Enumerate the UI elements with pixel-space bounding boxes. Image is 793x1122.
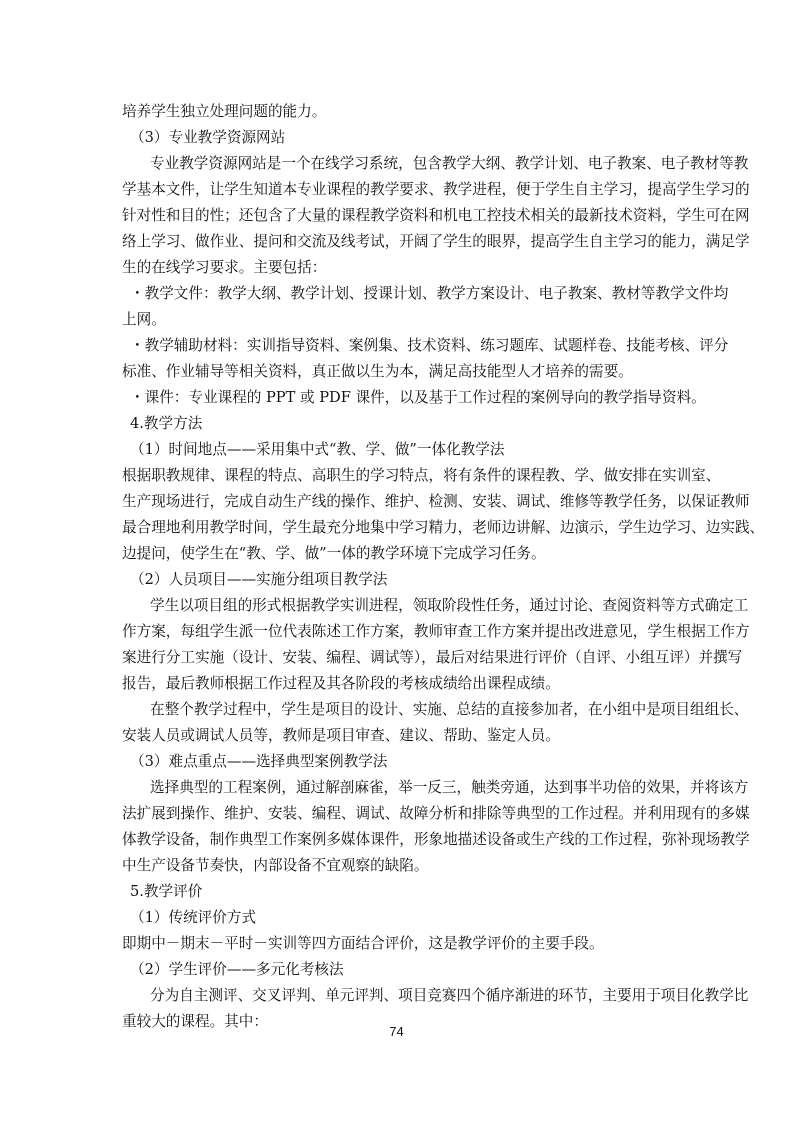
paragraph-line: 体教学设备，制作典型工作案例多媒体课件，形象地描述设备或生产线的工作过程，弥补现场教学 xyxy=(122,831,750,848)
section-heading: 4.教学方法 xyxy=(130,415,203,432)
body-text xyxy=(122,99,765,1035)
paragraph-line: 选择典型的工程案例，通过解剖麻雀，举一反三，触类旁通，达到事半功倍的效果，并将该方 xyxy=(150,779,749,796)
paragraph-line: 上网。 xyxy=(122,311,166,328)
section-heading: （3）专业教学资源网站 xyxy=(130,129,286,146)
bullet-item: ・教学文件：教学大纲、教学计划、授课计划、教学方案设计、电子教案、教材等教学文件均 xyxy=(130,285,729,302)
paragraph-line: 学生以项目组的形式根据教学实训进程，领取阶段性任务，通过讨论、查阅资料等方式确定工 xyxy=(150,597,749,614)
paragraph-line: 生的在线学习要求。主要包括： xyxy=(122,259,327,276)
paragraph-line: 学基本文件，让学生知道本专业课程的教学要求、教学进程，便于学生自主学习，提高学生学习的 xyxy=(122,181,750,198)
paragraph-line: 培养学生独立处理问题的能力。 xyxy=(122,103,327,120)
paragraph-line: 案进行分工实施（设计、安装、编程、调试等），最后对结果进行评价（自评、小组互评）并撰写 xyxy=(122,649,743,666)
paragraph-line: 络上学习、做作业、提问和交流及线考试，开阔了学生的眼界，提高学生自主学习的能力，满足学 xyxy=(122,233,750,250)
paragraph-line: 针对性和目的性；还包含了大量的课程教学资料和机电工控技术相关的最新技术资料，学生可在网 xyxy=(122,207,750,224)
subsection-heading: （2）人员项目——实施分组项目教学法 xyxy=(130,571,388,588)
paragraph-line: 安装人员或调试人员等，教师是项目审查、建议、帮助、鉴定人员。 xyxy=(122,727,560,744)
paragraph-line: 最合理地利用教学时间，学生最充分地集中学习精力，老师边讲解、边演示，学生边学习、边实践、 xyxy=(122,519,765,536)
section-heading: 5.教学评价 xyxy=(130,883,203,900)
paragraph-line: 边提问，使学生在“教、学、做”一体的教学环境下完成学习任务。 xyxy=(122,545,546,562)
subsection-heading: （1）时间地点——采用集中式“教、学、做”一体化教学法 xyxy=(130,441,505,458)
subsection-heading: （1）传统评价方式 xyxy=(130,909,257,926)
paragraph-line: 分为自主测评、交叉评判、单元评判、项目竞赛四个循序渐进的环节，主要用于项目化教学比 xyxy=(150,987,749,1004)
paragraph-line: 即期中－期末－平时－实训等四方面结合评价，这是教学评价的主要手段。 xyxy=(122,935,604,952)
paragraph-line: 在整个教学过程中，学生是项目的设计、实施、总结的直接参加者，在小组中是项目组组长、 xyxy=(150,701,749,718)
paragraph-line: 作方案，每组学生派一位代表陈述工作方案，教师审查工作方案并提出改进意见，学生根据工作方 xyxy=(122,623,750,640)
paragraph-line: 根据职教规律、课程的特点、高职生的学习特点，将有条件的课程教、学、做安排在实训室、 xyxy=(122,467,721,484)
page-number: 74 xyxy=(389,1024,404,1039)
paragraph-line: 中生产设备节奏快，内部设备不宜观察的缺陷。 xyxy=(122,857,429,874)
paragraph-line: 法扩展到操作、维护、安装、编程、调试、故障分析和排除等典型的工作过程。并利用现有的多媒 xyxy=(122,805,750,822)
subsection-heading: （3）难点重点——选择典型案例教学法 xyxy=(130,753,388,770)
bullet-item: ・教学辅助材料：实训指导资料、案例集、技术资料、练习题库、试题样卷、技能考核、评分 xyxy=(130,337,729,354)
paragraph-line: 专业教学资源网站是一个在线学习系统，包含教学大纲、教学计划、电子教案、电子教材等教 xyxy=(150,155,749,172)
paragraph-line: 生产现场进行，完成自动生产线的操作、维护、检测、安装、调试、维修等教学任务，以保证教师 xyxy=(122,493,750,510)
subsection-heading: （2）学生评价——多元化考核法 xyxy=(130,961,344,978)
paragraph-line: 报告，最后教师根据工作过程及其各阶段的考核成绩给出课程成绩。 xyxy=(122,675,560,692)
paragraph-line: 标准、作业辅导等相关资料，真正做以生为本，满足高技能型人才培养的需要。 xyxy=(122,363,633,380)
bullet-item: ・课件：专业课程的 PPT 或 PDF 课件，以及基于工作过程的案例导向的教学指导资料。 xyxy=(130,389,706,406)
paragraph-line: 重较大的课程。其中： xyxy=(122,1013,268,1030)
